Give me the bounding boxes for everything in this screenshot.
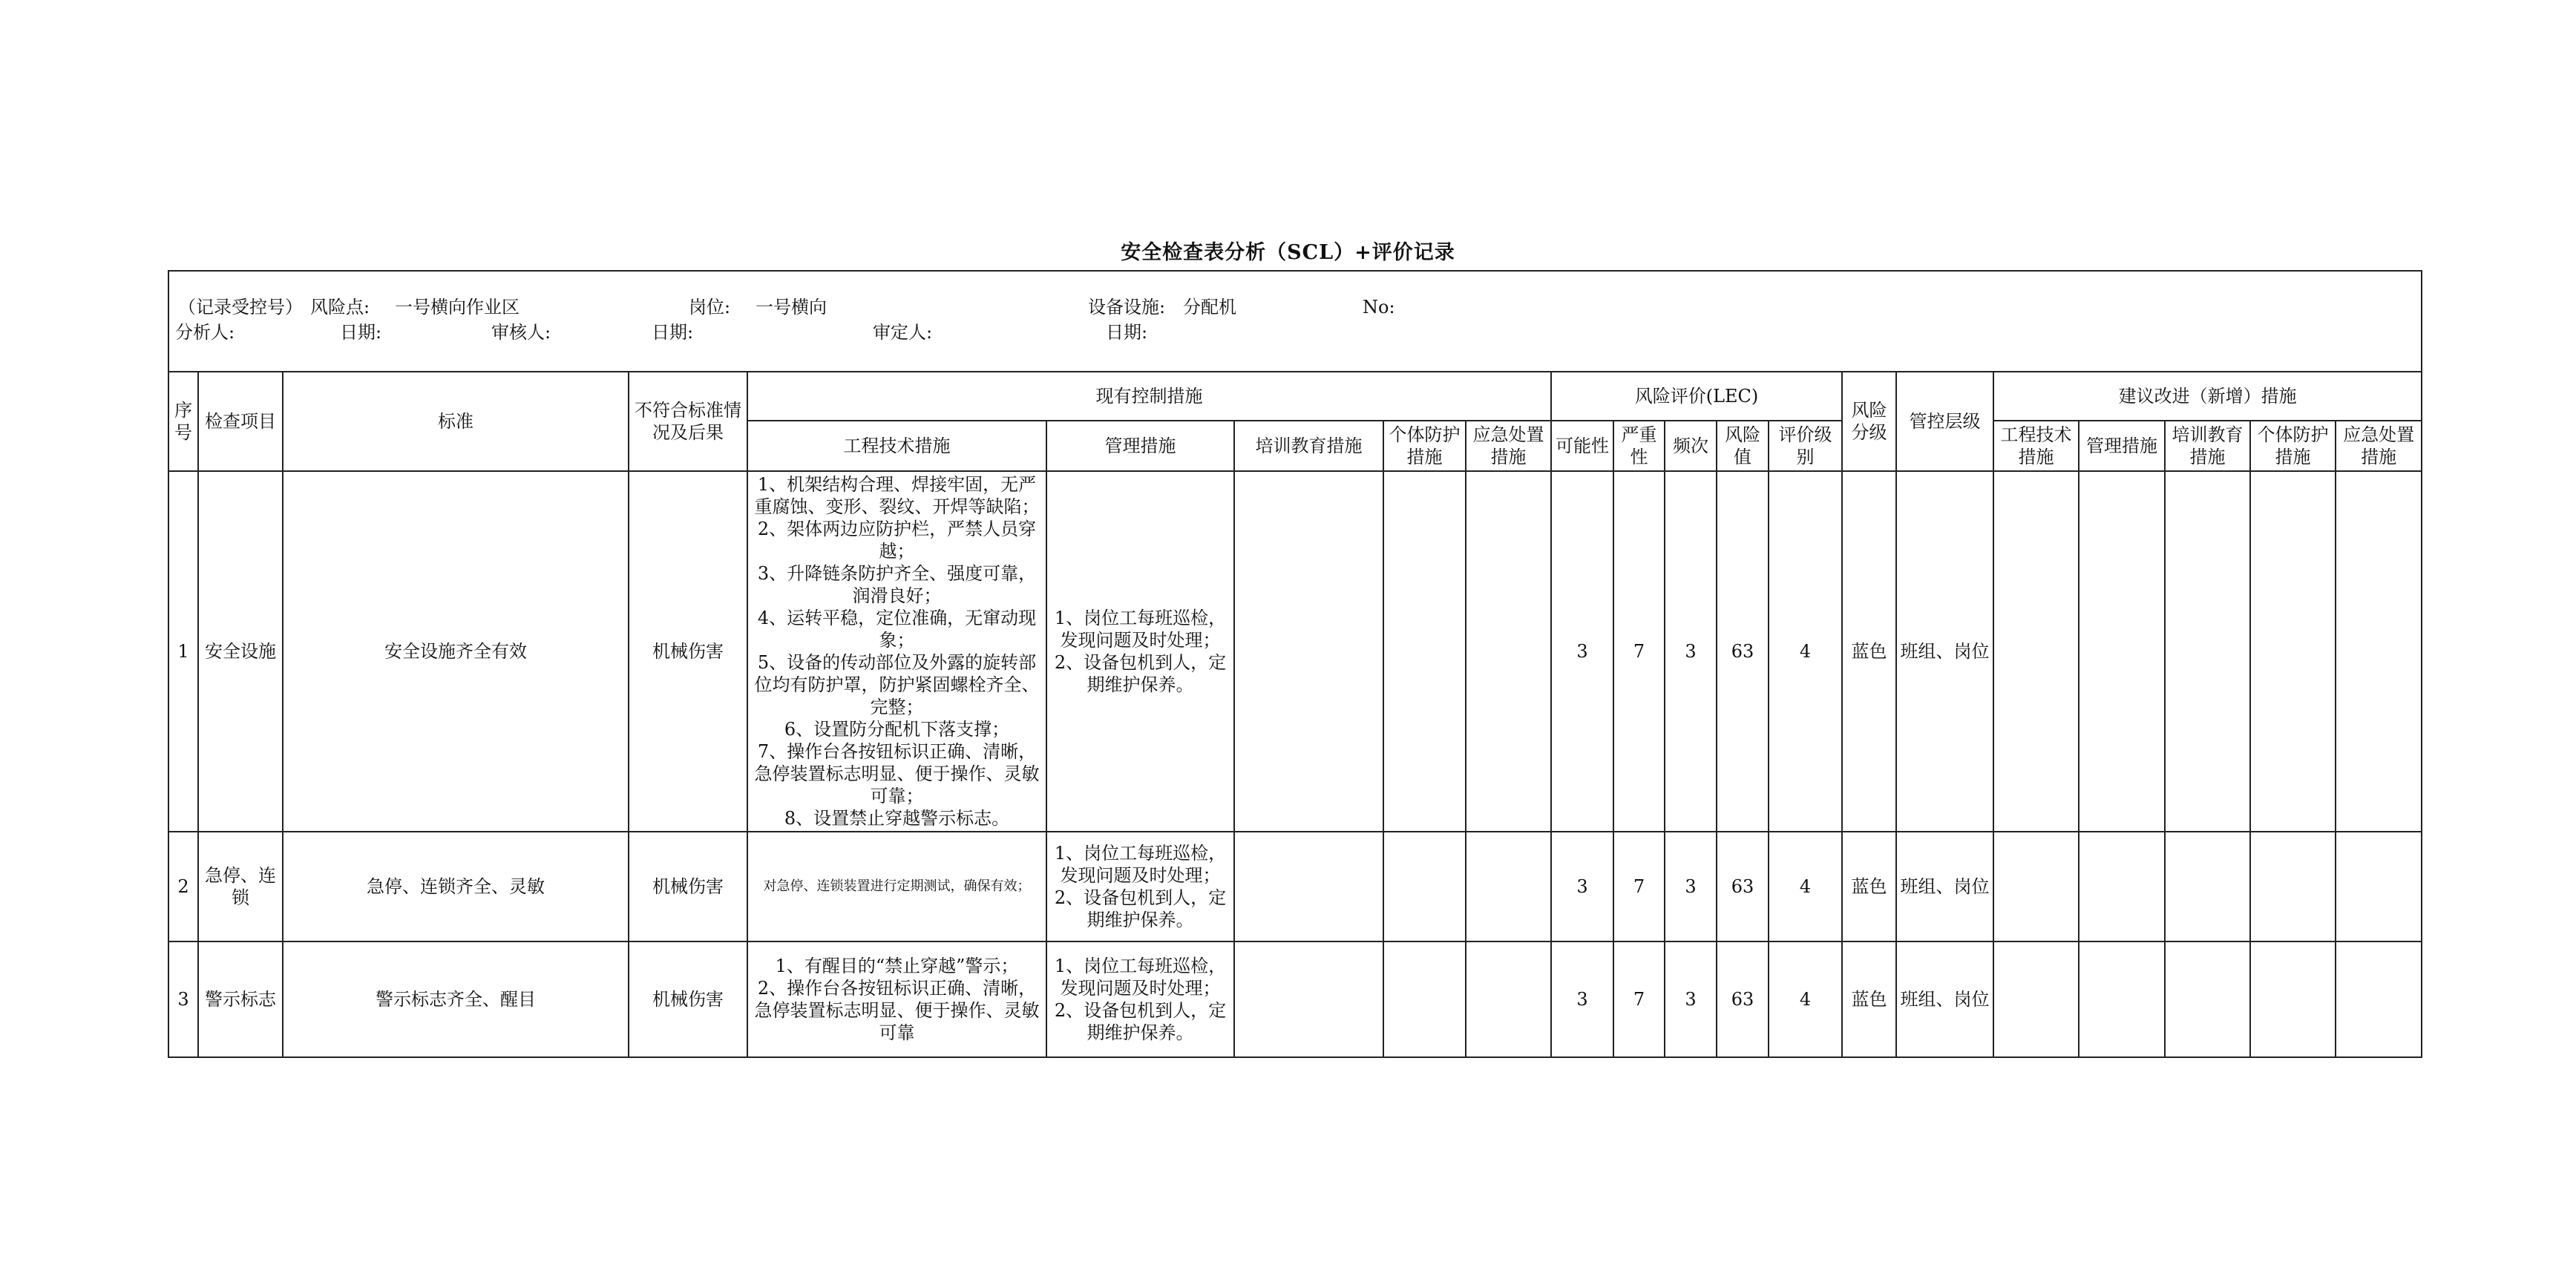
- cell-eval-level: 4: [1769, 471, 1842, 832]
- cell-s-management: [2079, 941, 2165, 1057]
- cell-control-level: 班组、岗位: [1896, 832, 1993, 941]
- date-label-2: 日期:: [652, 322, 694, 343]
- cell-engineering: [747, 941, 1046, 1057]
- date-label-1: 日期:: [340, 322, 382, 343]
- equipment-value: 分配机: [1183, 297, 1236, 318]
- page-title: 安全检查表分析（SCL）+评价记录: [1121, 241, 1455, 264]
- header-s-engineering: 工程技术措施: [1993, 421, 2079, 471]
- management-text: 1、岗位工每班巡检，发现问题及时处理； 2、设备包机到人，定期维护保养。: [1054, 956, 1227, 1043]
- cell-risk-value: 63: [1717, 832, 1769, 941]
- cell-s-ppe: [2250, 941, 2336, 1057]
- reviewer-label: 审核人:: [491, 322, 551, 343]
- cell-emergency: [1466, 941, 1551, 1057]
- cell-s-emergency: [2336, 941, 2422, 1057]
- cell-risk-value: 63: [1717, 941, 1769, 1057]
- header-s-management: 管理措施: [2079, 421, 2165, 471]
- header-s-emergency: 应急处置措施: [2336, 421, 2422, 471]
- approver-label: 审定人:: [873, 322, 933, 343]
- cell-item: 安全设施: [198, 471, 283, 832]
- cell-frequency: 3: [1665, 941, 1717, 1057]
- cell-s-ppe: [2250, 471, 2336, 832]
- cell-s-training: [2165, 471, 2250, 832]
- header-suggested-measures: 建议改进（新增）措施: [1993, 372, 2422, 421]
- cell-risk-class: 蓝色: [1842, 941, 1896, 1057]
- cell-risk-value: 63: [1717, 471, 1769, 832]
- cell-training: [1234, 941, 1383, 1057]
- header-engineering: 工程技术措施: [747, 421, 1046, 471]
- cell-standard: 安全设施齐全有效: [283, 471, 629, 832]
- analyst-label: 分析人:: [175, 322, 235, 343]
- cell-ppe: [1383, 941, 1466, 1057]
- cell-severity: 7: [1613, 832, 1665, 941]
- post-label: 岗位:: [689, 297, 731, 318]
- header-lec: 风险评价(LEC): [1551, 372, 1842, 421]
- management-text: 1、岗位工每班巡检，发现问题及时处理； 2、设备包机到人，定期维护保养。: [1054, 843, 1227, 930]
- cell-consequence: 机械伤害: [629, 471, 747, 832]
- cell-emergency: [1466, 832, 1551, 941]
- cell-s-engineering: [1993, 941, 2079, 1057]
- cell-likelihood: 3: [1551, 941, 1613, 1057]
- header-severity: 严重性: [1613, 421, 1665, 471]
- cell-s-management: [2079, 471, 2165, 832]
- cell-management: [1046, 832, 1234, 941]
- header-emergency: 应急处置措施: [1466, 421, 1551, 471]
- cell-likelihood: 3: [1551, 471, 1613, 832]
- header-existing-measures: 现有控制措施: [747, 372, 1551, 421]
- cell-management: [1046, 471, 1234, 832]
- cell-likelihood: 3: [1551, 832, 1613, 941]
- header-risk-class: 风险分级: [1842, 372, 1896, 471]
- cell-consequence: 机械伤害: [629, 832, 747, 941]
- cell-ppe: [1383, 471, 1466, 832]
- header-training: 培训教育措施: [1234, 421, 1383, 471]
- date-label-3: 日期:: [1106, 322, 1148, 343]
- no-label: No:: [1363, 297, 1395, 318]
- header-ppe: 个体防护措施: [1383, 421, 1466, 471]
- header-risk-value: 风险值: [1717, 421, 1769, 471]
- engineering-text: 1、有醒目的“禁止穿越”警示； 2、操作台各按钮标识正确、清晰，急停装置标志明显、便于操作、灵敏可靠: [754, 956, 1040, 1043]
- cell-frequency: 3: [1665, 832, 1717, 941]
- cell-seq: 1: [168, 471, 198, 832]
- risk-point-label: 风险点:: [310, 297, 370, 318]
- cell-s-engineering: [1993, 471, 2079, 832]
- header-likelihood: 可能性: [1551, 421, 1613, 471]
- cell-s-ppe: [2250, 832, 2336, 941]
- post-value: 一号横向: [756, 297, 827, 318]
- cell-risk-class: 蓝色: [1842, 832, 1896, 941]
- cell-training: [1234, 471, 1383, 832]
- table-row: [168, 471, 2422, 832]
- scl-table: [168, 270, 2422, 1058]
- cell-standard: 警示标志齐全、醒目: [283, 941, 629, 1057]
- header-s-ppe: 个体防护措施: [2250, 421, 2336, 471]
- management-text: 1、岗位工每班巡检，发现问题及时处理； 2、设备包机到人，定期维护保养。: [1054, 608, 1227, 695]
- header-nonconform: 不符合标准情况及后果: [629, 372, 747, 471]
- cell-seq: 2: [168, 832, 198, 941]
- cell-eval-level: 4: [1769, 832, 1842, 941]
- engineering-text: 1、机架结构合理、焊接牢固，无严重腐蚀、变形、裂纹、开焊等缺陷； 2、架体两边应防护栏，严禁人员穿越； 3、升降链条防护齐全、强度可靠，润滑良好； 4、运转平稳，定位准确，无窜动现象； 5、设备的传动部位及外露的旋转部位均有防护罩，防护紧固螺栓齐全、完整； 6、设置防分配机下落支撑； 7、操作台各按钮标识正确、清晰，急停装置标志明显、便于操作、灵敏可靠； 8、设置禁止穿越警示标志。: [754, 474, 1040, 829]
- table-row: [168, 941, 2422, 1057]
- header-control-level: 管控层级: [1896, 372, 1993, 471]
- cell-s-training: [2165, 832, 2250, 941]
- cell-s-management: [2079, 832, 2165, 941]
- cell-training: [1234, 832, 1383, 941]
- header-management: 管理措施: [1046, 421, 1234, 471]
- cell-s-emergency: [2336, 471, 2422, 832]
- header-item: 检查项目: [198, 372, 283, 471]
- info-block: [168, 271, 2422, 372]
- cell-s-emergency: [2336, 832, 2422, 941]
- header-eval-level: 评价级别: [1769, 421, 1842, 471]
- header-frequency: 频次: [1665, 421, 1717, 471]
- cell-seq: 3: [168, 941, 198, 1057]
- cell-severity: 7: [1613, 471, 1665, 832]
- control-no: （记录受控号）: [178, 297, 303, 318]
- cell-consequence: 机械伤害: [629, 941, 747, 1057]
- cell-severity: 7: [1613, 941, 1665, 1057]
- engineering-text: 对急停、连锁装置进行定期测试，确保有效；: [763, 878, 1031, 894]
- table-row: [168, 832, 2422, 941]
- cell-management: [1046, 941, 1234, 1057]
- cell-s-training: [2165, 941, 2250, 1057]
- cell-emergency: [1466, 471, 1551, 832]
- risk-point-value: 一号横向作业区: [395, 297, 520, 318]
- cell-frequency: 3: [1665, 471, 1717, 832]
- cell-s-engineering: [1993, 832, 2079, 941]
- cell-eval-level: 4: [1769, 941, 1842, 1057]
- cell-ppe: [1383, 832, 1466, 941]
- cell-control-level: 班组、岗位: [1896, 471, 1993, 832]
- cell-item: 警示标志: [198, 941, 283, 1057]
- cell-engineering: [747, 832, 1046, 941]
- cell-item: 急停、连锁: [198, 832, 283, 941]
- header-standard: 标准: [283, 372, 629, 471]
- cell-risk-class: 蓝色: [1842, 471, 1896, 832]
- cell-standard: 急停、连锁齐全、灵敏: [283, 832, 629, 941]
- header-seq: 序号: [168, 372, 198, 471]
- cell-engineering: [747, 471, 1046, 832]
- equipment-label: 设备设施:: [1088, 297, 1166, 318]
- header-s-training: 培训教育措施: [2165, 421, 2250, 471]
- cell-control-level: 班组、岗位: [1896, 941, 1993, 1057]
